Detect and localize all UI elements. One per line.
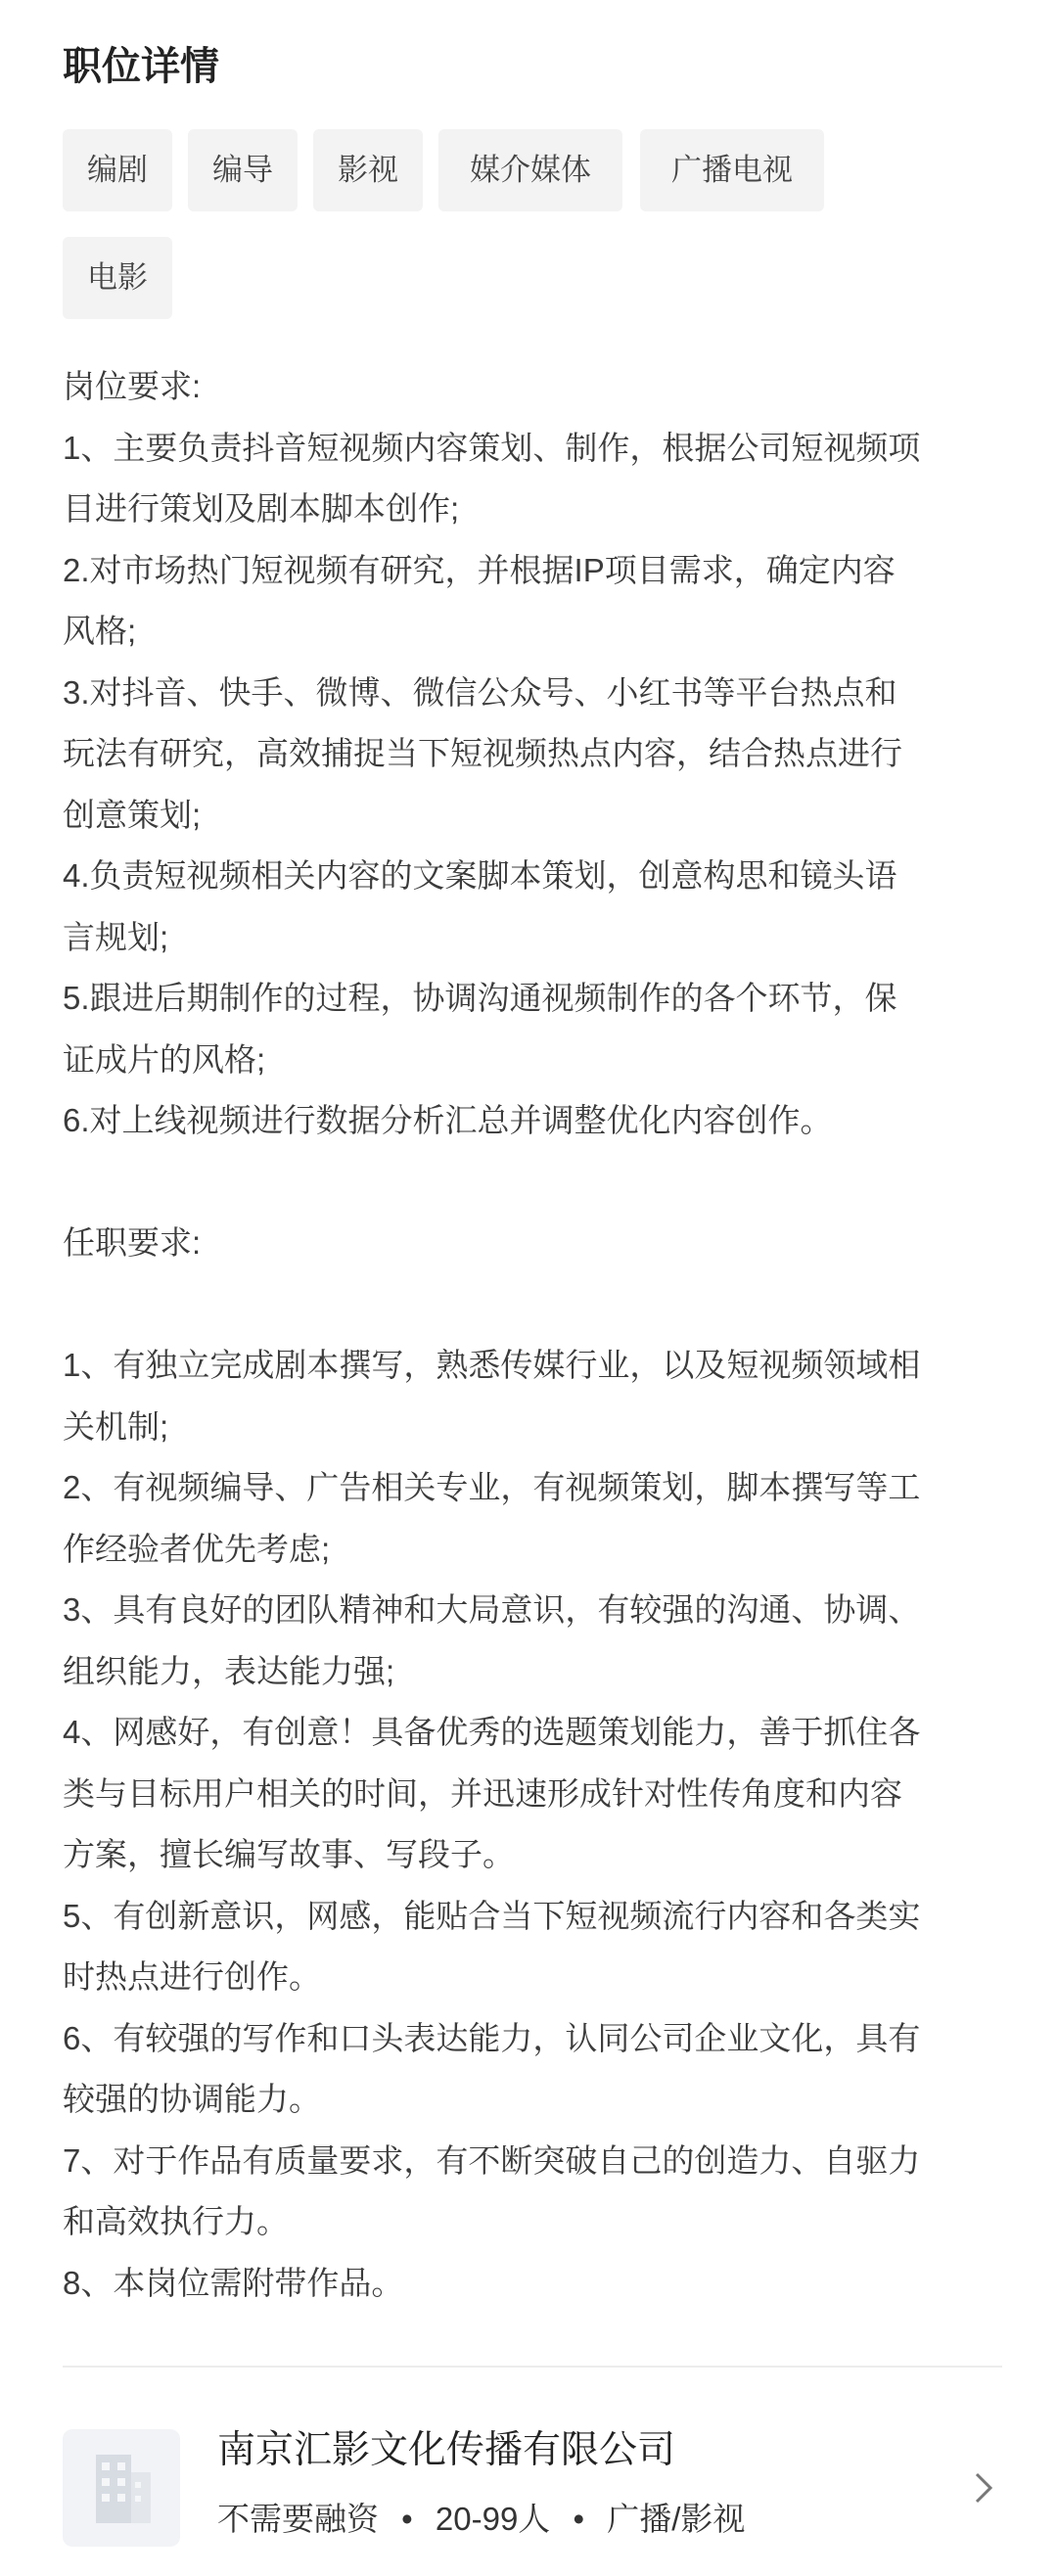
company-name: 南京汇影文化传播有限公司 bbox=[217, 2429, 676, 2471]
meta-separator: • bbox=[401, 2501, 413, 2537]
description-line: 3、具有良好的团队精神和大局意识，有较强的沟通、协调、 bbox=[63, 1591, 921, 1628]
description-line: 言规划; bbox=[63, 918, 169, 955]
chevron-right-icon[interactable] bbox=[969, 2468, 998, 2507]
description-line: 较强的协调能力。 bbox=[63, 2081, 321, 2117]
description-line: 创意策划; bbox=[63, 796, 202, 833]
blank-line bbox=[63, 1152, 1012, 1214]
company-size: 20-99人 bbox=[435, 2501, 551, 2537]
building-icon bbox=[63, 2429, 180, 2547]
description-line: 1、有独立完成剧本撰写，熟悉传媒行业，以及短视频领域相 bbox=[63, 1347, 921, 1383]
description-line: 岗位要求: bbox=[63, 368, 202, 404]
company-industry: 广播/影视 bbox=[607, 2501, 746, 2537]
description-line: 组织能力，表达能力强; bbox=[63, 1652, 395, 1689]
section-title: 职位详情 bbox=[63, 45, 219, 88]
description-line: 5.跟进后期制作的过程，协调沟通视频制作的各个环节，保 bbox=[63, 980, 897, 1016]
description-line: 风格; bbox=[63, 613, 137, 649]
description-line: 和高效执行力。 bbox=[63, 2203, 289, 2239]
description-line: 5、有创新意识，网感，能贴合当下短视频流行内容和各类实 bbox=[63, 1897, 921, 1934]
tag[interactable]: 媒介媒体 bbox=[438, 129, 622, 211]
description-line: 4.负责短视频相关内容的文案脚本策划，创意构思和镜头语 bbox=[63, 857, 897, 894]
company-card[interactable] bbox=[63, 2421, 1002, 2549]
description-line: 3.对抖音、快手、微博、微信公众号、小红书等平台热点和 bbox=[63, 673, 897, 711]
tag[interactable]: 影视 bbox=[313, 129, 423, 211]
description-line: 目进行策划及剧本脚本创作; bbox=[63, 490, 460, 527]
tag[interactable]: 电影 bbox=[63, 237, 172, 319]
description-line: 8、本岗位需附带作品。 bbox=[63, 2264, 404, 2301]
tag[interactable]: 编导 bbox=[188, 129, 298, 211]
blank-line bbox=[63, 1274, 1012, 1336]
description-line: 方案，擅长编写故事、写段子。 bbox=[63, 1836, 515, 1872]
description-line: 6、有较强的写作和口头表达能力，认同公司企业文化，具有 bbox=[63, 2019, 921, 2056]
job-description bbox=[63, 356, 1012, 2314]
divider bbox=[63, 2366, 1002, 2368]
description-line: 任职要求: bbox=[63, 1224, 202, 1261]
description-line: 证成片的风格; bbox=[63, 1040, 266, 1078]
meta-separator: • bbox=[573, 2501, 585, 2537]
company-funding: 不需要融资 bbox=[217, 2501, 379, 2537]
description-line: 作经验者优先考虑; bbox=[63, 1530, 331, 1567]
description-line: 4、网感好，有创意！具备优秀的选题策划能力，善于抓住各 bbox=[63, 1714, 921, 1750]
description-line: 2、有视频编导、广告相关专业，有视频策划，脚本撰写等工 bbox=[63, 1469, 921, 1505]
tag[interactable]: 广播电视 bbox=[640, 129, 824, 211]
tag[interactable]: 编剧 bbox=[63, 129, 172, 211]
description-line: 类与目标用户相关的时间，并迅速形成针对性传角度和内容 bbox=[63, 1774, 902, 1812]
description-line: 时热点进行创作。 bbox=[63, 1958, 321, 1995]
description-line: 7、对于作品有质量要求，有不断突破自己的创造力、自驱力 bbox=[63, 2141, 921, 2179]
description-line: 玩法有研究，高效捕捉当下短视频热点内容，结合热点进行 bbox=[63, 735, 902, 771]
description-line: 2.对市场热门短视频有研究，并根据IP项目需求，确定内容 bbox=[63, 551, 896, 588]
description-line: 1、主要负责抖音短视频内容策划、制作，根据公司短视频项 bbox=[63, 429, 921, 466]
description-line: 关机制; bbox=[63, 1407, 169, 1445]
company-meta bbox=[217, 2492, 745, 2547]
description-line: 6.对上线视频进行数据分析汇总并调整优化内容创作。 bbox=[63, 1102, 833, 1138]
